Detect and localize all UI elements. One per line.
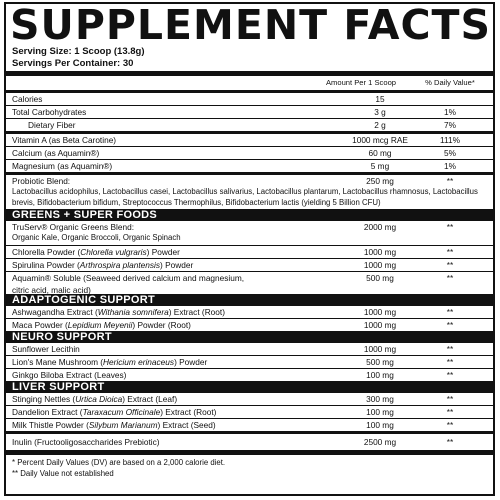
nutrient-name: Magnesium (as Aquamin®) — [12, 161, 113, 171]
footnote-dv: * Percent Daily Values (DV) are based on a 2,000 calorie diet. — [12, 457, 226, 467]
aquamin-row — [6, 272, 493, 294]
section-adaptogenic-heading: ADAPTOGENIC SUPPORT — [6, 294, 493, 306]
ingredient-dv: ** — [446, 393, 454, 404]
ingredient-amount: 100 mg — [366, 406, 394, 417]
nutrient-dv: 1% — [444, 107, 456, 117]
ingredient-name: Milk Thistle Powder (Silybum Marianum) Extract (Seed) — [12, 419, 216, 430]
ingredient-dv: ** — [446, 356, 454, 367]
servings-per-container: Servings Per Container: 30 — [12, 57, 134, 69]
ashwagandha-row — [6, 306, 493, 318]
chlorella-row — [6, 246, 493, 258]
section-liver-heading: LIVER SUPPORT — [6, 381, 493, 393]
footnote-not-established: ** Daily Value not established — [12, 468, 114, 478]
ingredient-dv: ** — [446, 406, 454, 417]
nutrient-dv: 5% — [444, 148, 456, 158]
maca-row — [6, 319, 493, 331]
column-header-row — [6, 76, 493, 90]
nutrient-amount: 3 g — [374, 107, 386, 117]
amount-header: Amount Per 1 Scoop — [325, 78, 397, 87]
probiotic-strains: Lactobacillus acidophilus, Lactobacillus casei, Lactobacillus salivarius, Lactobacillus plantarum, Lactobacillus rhamnosus, Lactobacillus brevis, Bifidobacterium bifidum, Streptococcus Thermophilus, Bifidobacterium lactis (yielding 5 Billion CFU) — [12, 187, 478, 207]
ingredient-dv: ** — [446, 272, 454, 283]
ingredient-amount: 1000 mg — [363, 343, 397, 354]
nutrient-name: Calcium (as Aquamin®) — [12, 148, 100, 158]
ingredient-amount: 500 mg — [366, 356, 394, 367]
ingredient-dv: ** — [446, 306, 454, 317]
ingredient-name-continued: citric acid, malic acid) — [12, 284, 91, 295]
ingredient-amount: 1000 mg — [363, 246, 397, 257]
ingredient-name: Ginkgo Biloba Extract (Leaves) — [12, 369, 127, 380]
nutrient-amount: 1000 mcg RAE — [352, 135, 408, 145]
nutrient-amount: 15 — [375, 94, 385, 104]
section-greens-heading: GREENS + SUPER FOODS — [6, 209, 493, 221]
nutrient-name: Total Carbohydrates — [12, 107, 87, 117]
ingredient-dv: ** — [446, 246, 454, 257]
nutrient-row-magnesium — [6, 160, 493, 172]
ingredient-amount: 1000 mg — [363, 319, 397, 330]
nutrient-row-vitamin-a — [6, 134, 493, 146]
ingredient-amount: 1000 mg — [363, 259, 397, 270]
nutrient-name: Calories — [12, 94, 43, 104]
serving-size: Serving Size: 1 Scoop (13.8g) — [12, 46, 145, 57]
ingredient-name: Lion's Mane Mushroom (Hericium erinaceus) Powder — [12, 356, 208, 367]
dv-header: % Daily Value* — [425, 78, 475, 87]
nutrient-row-carbohydrates — [6, 106, 493, 118]
ingredient-name: TruServ® Organic Greens Blend: — [12, 222, 135, 232]
lions-mane-row — [6, 356, 493, 368]
spirulina-row — [6, 259, 493, 271]
ingredient-amount: 100 mg — [366, 369, 394, 380]
ingredient-dv: ** — [446, 259, 454, 270]
ingredient-name: Inulin (Fructooligosaccharides Prebiotic) — [12, 436, 160, 447]
ingredient-amount: 2000 mg — [363, 222, 397, 232]
ingredient-name: Spirulina Powder (Arthrospira plantensis) Powder — [12, 259, 194, 270]
nutrient-row-calories — [6, 93, 493, 105]
milk-thistle-row — [6, 419, 493, 431]
thick-divider — [6, 450, 493, 455]
ingredient-dv: ** — [446, 419, 454, 430]
ingredient-dv: ** — [446, 369, 454, 380]
ingredient-name: Dandelion Extract (Taraxacum Officinale) Extract (Root) — [12, 406, 217, 417]
inulin-row — [6, 434, 493, 450]
panel-title: SUPPLEMENT FACTS — [10, 2, 492, 49]
ingredient-dv: ** — [446, 222, 454, 232]
nutrient-dv: 111% — [440, 135, 460, 145]
ingredient-amount: 1000 mg — [363, 306, 397, 317]
ingredient-name: Chlorella Powder (Chlorella vulgraris) Powder — [12, 246, 180, 257]
ingredient-name: Ashwagandha Extract (Withania somnifera) Extract (Root) — [12, 306, 225, 317]
ingredient-amount: 300 mg — [366, 393, 394, 404]
ingredient-name: Sunflower Lecithin — [12, 343, 80, 354]
nutrient-amount: 5 mg — [370, 161, 390, 171]
ingredient-amount: 500 mg — [366, 272, 394, 283]
probiotic-amount: 250 mg — [366, 176, 394, 186]
nutrient-dv: 7% — [444, 120, 456, 130]
probiotic-name: Probiotic Blend: — [12, 176, 71, 186]
probiotic-dv: ** — [446, 176, 454, 186]
nutrient-row-fiber — [6, 119, 493, 131]
ingredient-dv: ** — [446, 343, 454, 354]
ginkgo-row — [6, 369, 493, 381]
nettles-row — [6, 393, 493, 405]
ingredient-amount: 100 mg — [366, 419, 394, 430]
supplement-facts-panel — [4, 2, 495, 496]
truserv-row — [6, 221, 493, 233]
nutrient-dv: 1% — [444, 161, 456, 171]
nutrient-amount: 60 mg — [368, 148, 392, 158]
truserv-detail: Organic Kale, Organic Broccoli, Organic Spinach — [12, 233, 181, 242]
ingredient-name: Aquamin® Soluble (Seaweed derived calcium and magnesium, — [12, 272, 245, 283]
nutrient-name: Vitamin A (as Beta Carotine) — [12, 135, 117, 145]
ingredient-name: Maca Powder (Lepidium Meyenii) Powder (Root) — [12, 319, 191, 330]
ingredient-amount: 2500 mg — [363, 436, 397, 447]
dandelion-row — [6, 406, 493, 418]
nutrient-row-calcium — [6, 147, 493, 159]
ingredient-dv: ** — [446, 436, 454, 447]
nutrient-name: Dietary Fiber — [28, 120, 76, 130]
nutrient-amount: 2 g — [374, 120, 386, 130]
section-neuro-heading: NEURO SUPPORT — [6, 331, 493, 343]
ingredient-name: Stinging Nettles (Urtica Dioica) Extract (Leaf) — [12, 393, 178, 404]
probiotic-row — [6, 175, 493, 187]
ingredient-dv: ** — [446, 319, 454, 330]
sunflower-row — [6, 343, 493, 355]
